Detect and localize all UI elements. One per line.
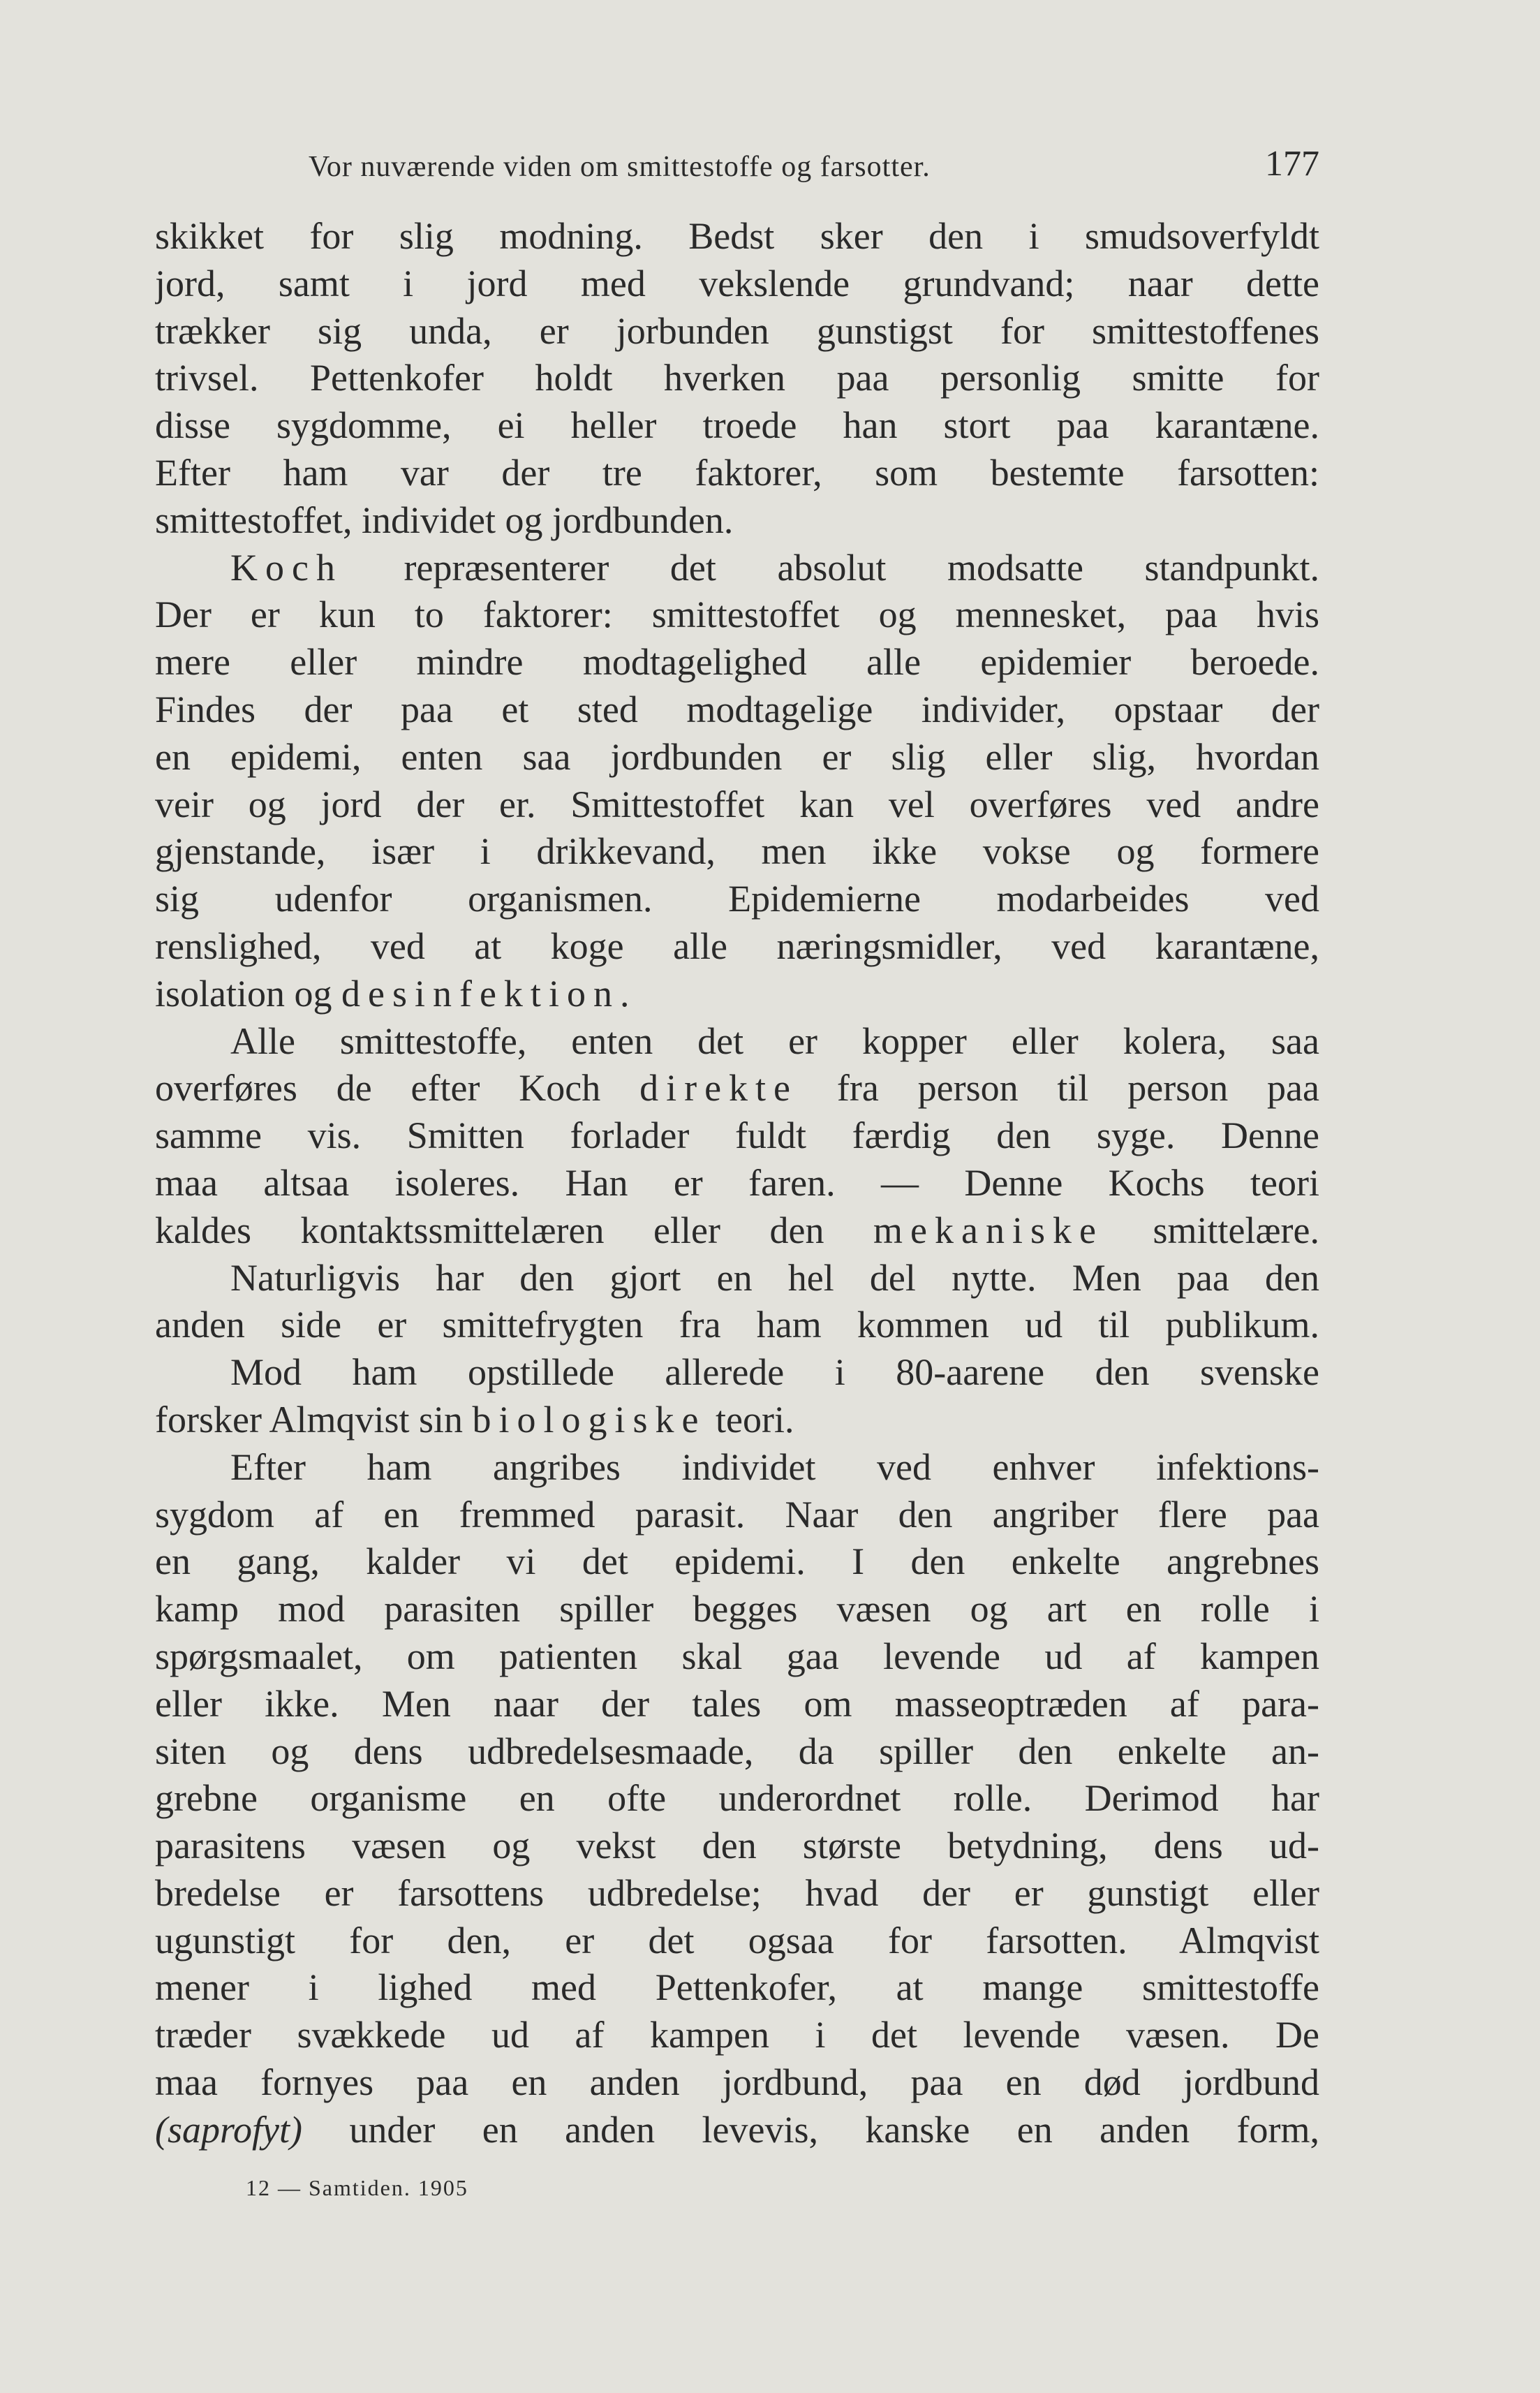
text-span: overføres de efter Koch bbox=[155, 1067, 640, 1110]
text-line: veir og jord der er. Smittestoffet kan vel overføres ved andre bbox=[155, 783, 1319, 825]
spaced-text: biologiske bbox=[472, 1398, 706, 1441]
text-line: trivsel. Pettenkofer holdt hverken paa personlig smitte for bbox=[155, 357, 1319, 399]
text-line: Efter ham var der tre faktorer, som bestemte farsotten: bbox=[155, 451, 1319, 494]
text-span: under en anden levevis, kanske en anden form, bbox=[302, 2108, 1319, 2151]
text-span: forsker Almqvist sin bbox=[155, 1398, 473, 1441]
text-line bbox=[155, 1065, 1319, 1112]
italic-text: (saprofyt) bbox=[155, 2108, 302, 2151]
text-line: sig udenfor organismen. Epidemierne modarbeides ved bbox=[155, 878, 1319, 920]
text-line: grebne organisme en ofte underordnet rolle. Derimod har bbox=[155, 1777, 1319, 1820]
text-line: Findes der paa et sted modtagelige individer, opstaar der bbox=[155, 688, 1319, 730]
text-span: isolation og bbox=[155, 972, 341, 1015]
text-line: Efter ham angribes individet ved enhver infektions- bbox=[230, 1445, 1319, 1488]
text-line bbox=[155, 971, 1319, 1018]
text-line: spørgsmaalet, om patienten skal gaa levende ud af kampen bbox=[155, 1635, 1319, 1677]
text-line: mener i lighed med Pettenkofer, at mange smittestoffe bbox=[155, 1966, 1319, 2009]
text-line: træder svækkede ud af kampen i det levende væsen. De bbox=[155, 2014, 1319, 2056]
page-number: 177 bbox=[1265, 144, 1319, 184]
text-span: fra person til person paa bbox=[798, 1067, 1319, 1110]
page-header bbox=[155, 143, 1319, 192]
text-line: renslighed, ved at koge alle næringsmidler, ved karantæne, bbox=[155, 925, 1319, 967]
text-line: jord, samt i jord med vekslende grundvand; naar dette bbox=[155, 262, 1319, 304]
text-line bbox=[155, 1397, 1319, 1444]
text-line: mere eller mindre modtagelighed alle epidemier beroede. bbox=[155, 641, 1319, 684]
text-line: Naturligvis har den gjort en hel del nytte. Men paa den bbox=[230, 1256, 1319, 1299]
text-line bbox=[155, 545, 1319, 592]
text-line: Alle smittestoffe, enten det er kopper eller kolera, saa bbox=[230, 1019, 1319, 1062]
text-line: trækker sig unda, er jorbunden gunstigst for smittestoffenes bbox=[155, 309, 1319, 352]
text-span: kaldes kontaktssmittelæren eller den bbox=[155, 1209, 874, 1251]
text-line: samme vis. Smitten forlader fuldt færdig den syge. Denne bbox=[155, 1114, 1319, 1157]
text-line: maa altsaa isoleres. Han er faren. — Denne Kochs teori bbox=[155, 1161, 1319, 1204]
text-line: siten og dens udbredelsesmaade, da spiller den enkelte an- bbox=[155, 1730, 1319, 1772]
text-line: Der er kun to faktorer: smittestoffet og mennesket, paa hvis bbox=[155, 594, 1319, 636]
text-line: ugunstigt for den, er det ogsaa for farsotten. Almqvist bbox=[155, 1919, 1319, 1961]
text-line: skikket for slig modning. Bedst sker den i smudsoverfyldt bbox=[155, 215, 1319, 257]
text-line: sygdom af en fremmed parasit. Naar den angriber flere paa bbox=[155, 1493, 1319, 1536]
text-line: disse sygdomme, ei heller troede han stort paa karantæne. bbox=[155, 404, 1319, 447]
signature-mark: 12 — Samtiden. 1905 bbox=[246, 2175, 468, 2200]
text-line: smittestoffet, individet og jordbunden. bbox=[155, 499, 734, 541]
text-line: gjenstande, især i drikkevand, men ikke vokse og formere bbox=[155, 830, 1319, 873]
text-line bbox=[155, 1207, 1319, 1255]
text-line: bredelse er farsottens udbredelse; hvad der er gunstigt eller bbox=[155, 1871, 1319, 1914]
text-line: Mod ham opstillede allerede i 80-aarene den svenske bbox=[230, 1351, 1319, 1394]
text-span: repræsenterer det absolut modsatte standpunkt. bbox=[342, 546, 1319, 589]
text-line: en gang, kalder vi det epidemi. I den enkelte angrebnes bbox=[155, 1540, 1319, 1583]
text-line: anden side er smittefrygten fra ham kommen ud til publikum. bbox=[155, 1304, 1319, 1346]
text-line: maa fornyes paa en anden jordbund, paa en død jordbund bbox=[155, 2061, 1319, 2104]
spaced-text: mekaniske bbox=[873, 1209, 1104, 1251]
text-line: eller ikke. Men naar der tales om masseoptræden af para- bbox=[155, 1682, 1319, 1725]
running-title: Vor nuværende viden om smittestoffe og farsotter. bbox=[309, 151, 931, 183]
body-text bbox=[155, 213, 1319, 2154]
spaced-text: desinfektion. bbox=[341, 972, 637, 1015]
text-line: kamp mod parasiten spiller begges væsen og art en rolle i bbox=[155, 1588, 1319, 1630]
text-line: en epidemi, enten saa jordbunden er slig eller slig, hvordan bbox=[155, 735, 1319, 778]
spaced-text: direkte bbox=[639, 1067, 799, 1110]
text-span: smittelære. bbox=[1103, 1209, 1319, 1251]
text-span: teori. bbox=[706, 1398, 794, 1441]
text-line: parasitens væsen og vekst den største betydning, dens ud- bbox=[155, 1825, 1319, 1867]
text-line bbox=[155, 2107, 1319, 2154]
spaced-text: Koch bbox=[230, 546, 343, 589]
